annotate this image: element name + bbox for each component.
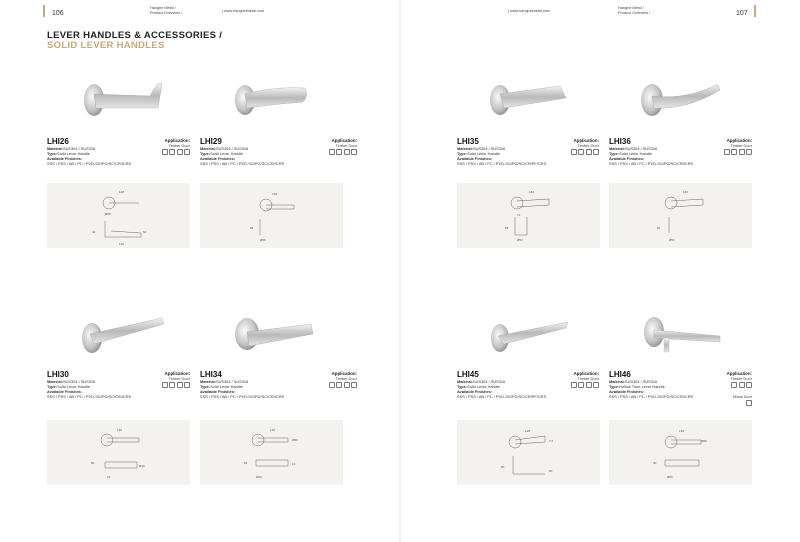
- door-icon: [593, 149, 599, 155]
- type-value: Solid Lever Handle: [467, 384, 500, 389]
- type-label: Type:: [200, 384, 211, 389]
- door-type-icons: [317, 149, 357, 155]
- door-type-icons: [712, 382, 752, 388]
- technical-drawing-lhi26: [47, 183, 190, 248]
- page-marker: [43, 5, 45, 17]
- dimension-label: Ø53: [517, 238, 523, 242]
- application-label: Application:: [573, 371, 599, 376]
- dimension-label: Ø80: [701, 439, 707, 443]
- application-block: [150, 371, 190, 388]
- door-icon: [344, 149, 350, 155]
- application-label: Application:: [726, 138, 752, 143]
- application-value: Metal Door: [732, 394, 752, 399]
- material-label: Material:: [47, 379, 63, 384]
- product-image-lhi45: [480, 306, 580, 366]
- material-label: Material:: [200, 379, 216, 384]
- finishes-label: Available Finishes:: [609, 156, 645, 161]
- product-image-lhi35: [480, 70, 580, 130]
- application-block: [559, 138, 599, 155]
- product-code: LHI45: [457, 370, 479, 379]
- material-value: SUS304 / SUS316: [63, 379, 96, 384]
- technical-drawing-lhi45: [457, 420, 600, 485]
- breadcrumb-item: Product Overview /: [150, 11, 183, 15]
- breadcrumb: [150, 6, 182, 16]
- breadcrumb: [618, 6, 650, 16]
- material-label: Material:: [47, 146, 63, 151]
- type-value: Solid Lever Handle: [467, 151, 500, 156]
- material-value: SUS304 / SUS316: [473, 146, 506, 151]
- application-value: Timber Door: [730, 143, 752, 148]
- dimension-label: 64: [143, 230, 147, 234]
- door-type-icons: [712, 400, 752, 406]
- product-image-lhi26: [72, 70, 172, 130]
- page-number: 106: [52, 10, 64, 17]
- door-icon: [344, 382, 350, 388]
- material-label: Material:: [200, 146, 216, 151]
- dimension-label: Ø53: [669, 238, 675, 242]
- finishes-label: Available Finishes:: [47, 156, 83, 161]
- dimension-label: 120: [119, 242, 125, 246]
- application-label: Application:: [164, 371, 190, 376]
- application-block: [317, 138, 357, 155]
- product-image-lhi29: [225, 70, 325, 130]
- application-block: [559, 371, 599, 388]
- finishes-label: Available Finishes:: [609, 389, 645, 394]
- door-icon: [746, 382, 752, 388]
- application-value: Timber Door: [577, 143, 599, 148]
- door-icon: [329, 149, 335, 155]
- dimension-label: 19: [107, 475, 111, 479]
- application-value: Timber Door: [168, 143, 190, 148]
- door-type-icons: [559, 149, 599, 155]
- dimension-label: Ø53: [292, 438, 298, 442]
- door-icon: [731, 149, 737, 155]
- product-image-lhi34: [225, 306, 325, 366]
- application-value: Timber Door: [577, 376, 599, 381]
- material-label: Material:: [609, 146, 625, 151]
- finishes-label: Available Finishes:: [200, 389, 236, 394]
- type-value: Hollow Tube Lever Handle: [619, 384, 665, 389]
- section-title: LEVER HANDLES & ACCESSORIES /: [47, 30, 223, 41]
- product-code: LHI26: [47, 137, 69, 146]
- technical-drawing-lhi36: [609, 183, 752, 248]
- door-icon: [177, 382, 183, 388]
- application-value: Timber Door: [730, 376, 752, 381]
- door-icon: [336, 382, 342, 388]
- application-block: [712, 138, 752, 155]
- door-type-icons: [317, 382, 357, 388]
- dimension-label: 72: [517, 213, 521, 217]
- material-value: SUS304 / SUS316: [216, 379, 249, 384]
- door-icon: [593, 382, 599, 388]
- door-icon: [731, 382, 737, 388]
- dimension-label: 60: [91, 461, 95, 465]
- material-value: SUS304 / SUS316: [63, 146, 96, 151]
- door-icon: [746, 400, 752, 406]
- application-block: [150, 138, 190, 155]
- dimension-label: 140: [529, 190, 535, 194]
- dimension-label: 130: [117, 428, 123, 432]
- dimension-label: Ø19: [139, 464, 145, 468]
- website: | www.hangheimetal.com: [508, 9, 551, 13]
- material-label: Material:: [609, 379, 625, 384]
- type-label: Type:: [609, 151, 620, 156]
- application-block: [317, 371, 357, 388]
- product-code: LHI35: [457, 137, 479, 146]
- product-image-lhi36: [632, 70, 732, 130]
- dimension-label: 58: [505, 226, 509, 230]
- dimension-label: 128: [525, 429, 531, 433]
- technical-drawing-lhi35: [457, 183, 600, 248]
- application-value: Timber Door: [335, 143, 357, 148]
- dimension-label: 7.6: [549, 439, 554, 443]
- type-label: Type:: [47, 384, 58, 389]
- door-type-icons: [150, 149, 190, 155]
- door-icon: [184, 149, 190, 155]
- type-label: Type:: [457, 384, 468, 389]
- dimension-label: Ø53: [256, 475, 262, 479]
- material-label: Material:: [457, 379, 473, 384]
- door-icon: [578, 149, 584, 155]
- type-value: Solid Lever Handle: [210, 151, 243, 156]
- door-icon: [177, 149, 183, 155]
- type-value: Solid Lever Handle: [57, 151, 90, 156]
- dimension-label: 64: [244, 461, 248, 465]
- section-subtitle: SOLID LEVER HANDLES: [47, 40, 165, 51]
- application-label: Application:: [331, 138, 357, 143]
- type-label: Type:: [609, 384, 620, 389]
- type-value: Solid Lever Handle: [57, 384, 90, 389]
- application-label: Application:: [164, 138, 190, 143]
- page-number: 107: [736, 10, 748, 17]
- door-icon: [739, 382, 745, 388]
- dimension-label: 130: [272, 192, 278, 196]
- technical-drawing-lhi34: [200, 420, 343, 485]
- application-label: Application:: [573, 138, 599, 143]
- dimension-label: 140: [683, 190, 689, 194]
- product-code: LHI36: [609, 137, 631, 146]
- product-code: LHI34: [200, 370, 222, 379]
- door-type-icons: [712, 149, 752, 155]
- material-value: SUS304 / SUS316: [625, 146, 658, 151]
- door-icon: [184, 382, 190, 388]
- product-code: LHI29: [200, 137, 222, 146]
- door-icon: [351, 382, 357, 388]
- finishes-value: SSS / PSS / AB / PC / PVD-SG/PG/SC/CR/ICRS: [200, 394, 285, 399]
- door-icon: [329, 382, 335, 388]
- dimension-label: 56: [250, 226, 254, 230]
- application-value: Timber Door: [168, 376, 190, 381]
- finishes-value: SSS / PSS / AB / PC / PVD-SG/PG/SC/CR/ICRS: [609, 394, 694, 399]
- dimension-label: 13: [292, 462, 296, 466]
- application-value: Timber Door: [335, 376, 357, 381]
- type-label: Type:: [47, 151, 58, 156]
- door-icon: [169, 149, 175, 155]
- door-icon: [739, 149, 745, 155]
- finishes-value: SSS / PSS / AB / PC / PVD-SG/PG/SC/CR/PF/CRS: [457, 394, 547, 399]
- door-icon: [336, 149, 342, 155]
- material-value: SUS304 / SUS316: [473, 379, 506, 384]
- door-icon: [169, 382, 175, 388]
- dimension-label: Ø66: [105, 212, 111, 216]
- finishes-value: SSS / PSS / AB / PC / PVD-SG/PG/SC/CR/PF/CRS: [457, 161, 547, 166]
- technical-drawing-lhi46: [609, 420, 752, 485]
- door-icon: [578, 382, 584, 388]
- door-type-icons: [150, 382, 190, 388]
- dimension-label: 130: [679, 429, 685, 433]
- door-icon: [162, 382, 168, 388]
- website: | www.hangheimetal.com: [222, 9, 265, 13]
- door-icon: [586, 149, 592, 155]
- door-icon: [351, 149, 357, 155]
- finishes-value: SSS / PSS / AB / PC / PVD-SG/PG/SC/CR/ICRS: [47, 161, 132, 166]
- finishes-label: Available Finishes:: [457, 156, 493, 161]
- finishes-value: SSS / PSS / AB / PC / PVD-SG/PG/SC/CR/ICRS: [200, 161, 285, 166]
- door-icon: [746, 149, 752, 155]
- application-block: [712, 371, 752, 406]
- product-image-lhi30: [72, 306, 172, 366]
- type-label: Type:: [200, 151, 211, 156]
- type-value: Solid Lever Handle: [210, 384, 243, 389]
- finishes-label: Available Finishes:: [200, 156, 236, 161]
- dimension-label: 20: [549, 469, 553, 473]
- door-icon: [571, 149, 577, 155]
- page-marker: [754, 5, 756, 17]
- dimension-label: 120: [270, 428, 276, 432]
- product-code: LHI46: [609, 370, 631, 379]
- door-type-icons: [559, 382, 599, 388]
- finishes-value: SSS / PSS / AB / PC / PVD-SG/PG/SC/CR/ICRS: [609, 161, 694, 166]
- finishes-value: SSS / PSS / AB / PC / PVD-SG/PG/SC/CR/ICRS: [47, 394, 132, 399]
- product-code: LHI30: [47, 370, 69, 379]
- technical-drawing-lhi29: [200, 183, 343, 248]
- application-label: Application:: [331, 371, 357, 376]
- finishes-label: Available Finishes:: [457, 389, 493, 394]
- door-icon: [162, 149, 168, 155]
- technical-drawing-lhi30: [47, 420, 190, 485]
- material-label: Material:: [457, 146, 473, 151]
- gutter: [399, 0, 401, 542]
- material-value: SUS304 / SUS316: [625, 379, 658, 384]
- dimension-label: 40: [653, 461, 657, 465]
- breadcrumb-item: Hanghe Metal /: [150, 6, 176, 10]
- door-icon: [571, 382, 577, 388]
- dimension-label: 42: [92, 230, 96, 234]
- door-icon: [586, 382, 592, 388]
- type-label: Type:: [457, 151, 468, 156]
- door-icon: [724, 149, 730, 155]
- material-value: SUS304 / SUS316: [216, 146, 249, 151]
- dimension-label: Ø66: [260, 238, 266, 242]
- finishes-label: Available Finishes:: [47, 389, 83, 394]
- product-image-lhi46: [632, 306, 732, 366]
- dimension-label: 56: [657, 226, 661, 230]
- dimension-label: 128: [119, 190, 125, 194]
- dimension-label: 60: [501, 465, 505, 469]
- breadcrumb-item: Hanghe Metal /: [618, 6, 644, 10]
- breadcrumb-item: Product Overview /: [618, 11, 651, 15]
- application-label: Application:: [726, 371, 752, 376]
- dimension-label: Ø65: [667, 475, 673, 479]
- type-value: Solid Lever Handle: [619, 151, 652, 156]
